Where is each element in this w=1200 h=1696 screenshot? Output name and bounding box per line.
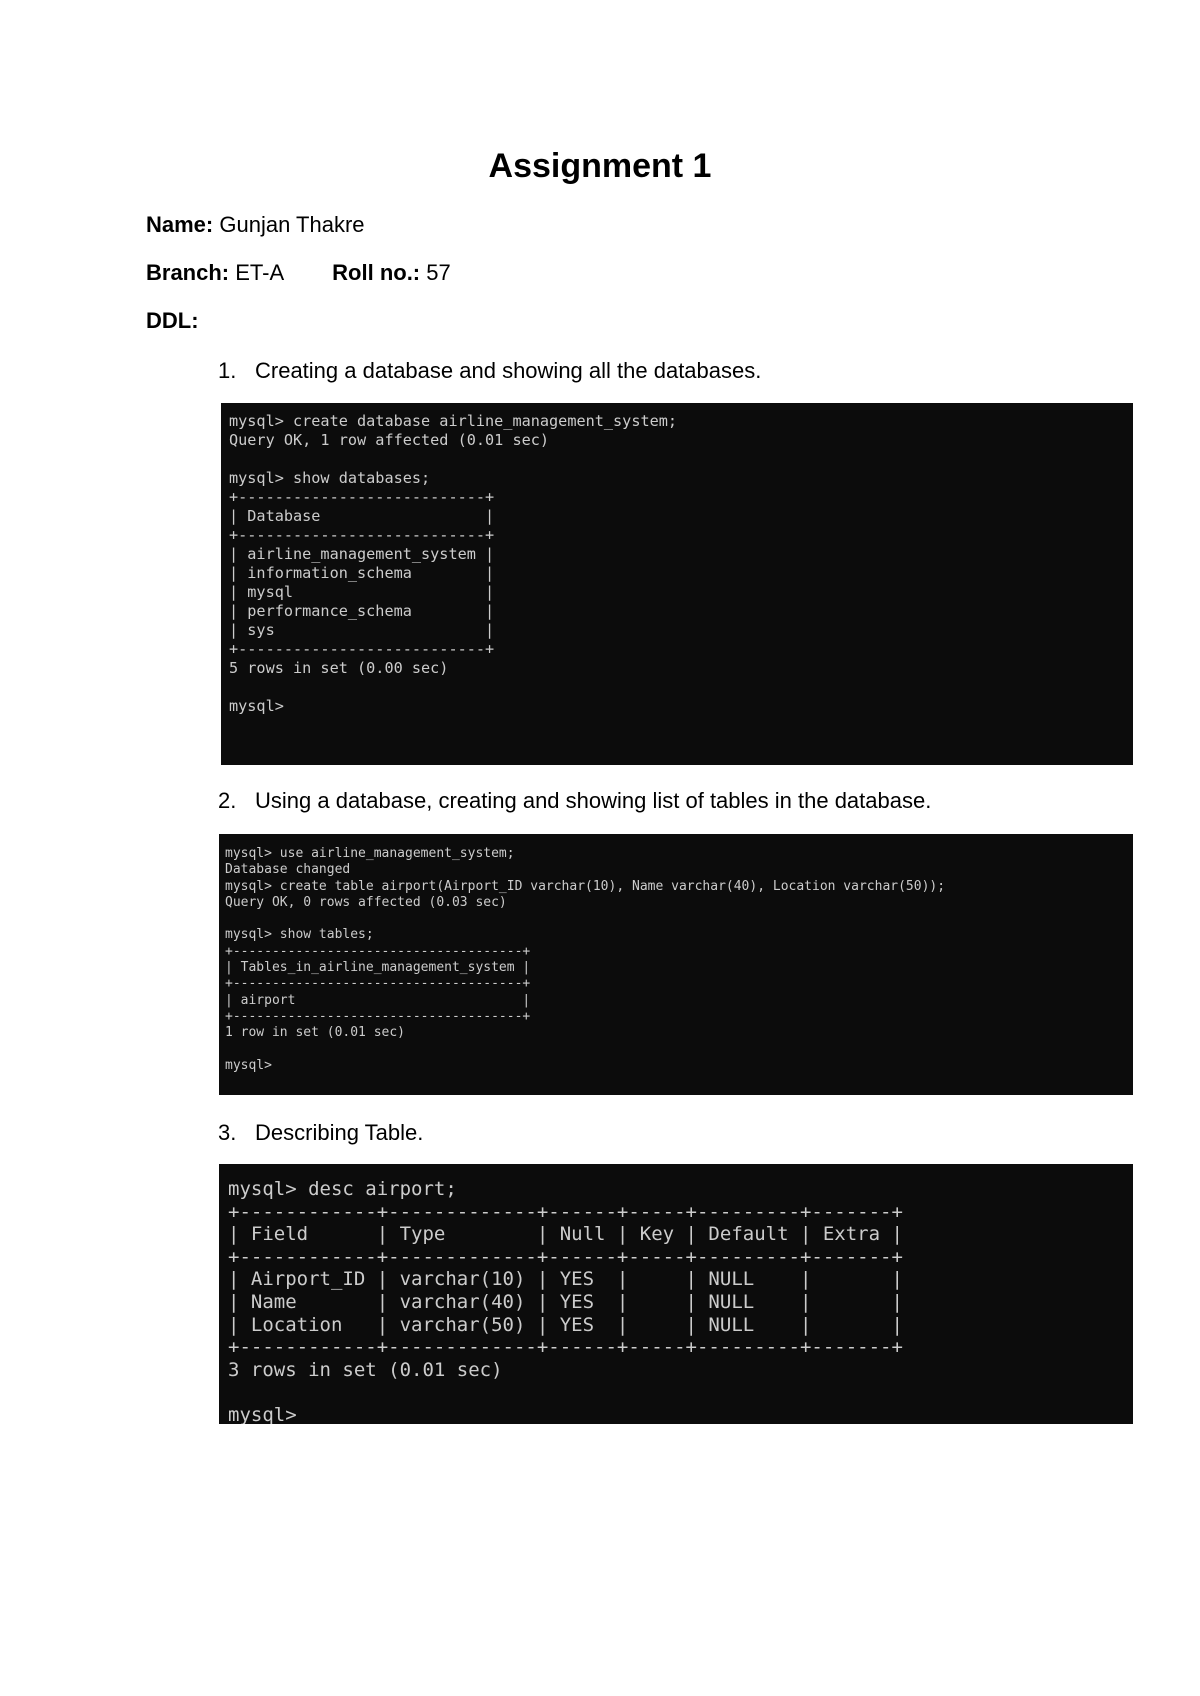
terminal-line [228, 1381, 1133, 1404]
list-item-number: 1. [218, 358, 237, 383]
terminal-line: | Name | varchar(40) | YES | | NULL | | [228, 1290, 903, 1313]
terminal-line: +------------+-------------+------+-----+---------+-------+ [228, 1200, 903, 1223]
name-value: Gunjan Thakre [219, 212, 365, 237]
terminal-line: +-------------------------------------+ [225, 976, 531, 992]
terminal-line: +------------+-------------+------+-----+---------+-------+ [228, 1245, 903, 1268]
name-line [146, 210, 365, 240]
terminal-line: mysql> create table airport(Airport_ID varchar(10), Name varchar(40), Location varchar(50)); [225, 878, 946, 894]
terminal-line: | Airport_ID | varchar(10) | YES | | NULL | | [228, 1268, 903, 1291]
terminal-line [225, 1042, 1133, 1058]
terminal-line: mysql> [225, 1057, 272, 1073]
terminal-line: | Tables_in_airline_management_system | [225, 960, 531, 976]
terminal-line [229, 450, 1133, 469]
list-item-1 [218, 356, 761, 386]
name-label: Name: [146, 212, 214, 237]
terminal-line: +---------------------------+ [229, 526, 495, 544]
terminal-line: +---------------------------+ [229, 640, 495, 658]
terminal-line: Query OK, 0 rows affected (0.03 sec) [225, 894, 507, 910]
list-item-3 [218, 1118, 423, 1148]
terminal-line: +------------+-------------+------+-----+---------+-------+ [228, 1336, 903, 1359]
terminal-line: | airport | [225, 992, 531, 1008]
terminal-line: +-------------------------------------+ [225, 1008, 531, 1024]
terminal-line [225, 911, 1133, 927]
terminal-line: | Database | [229, 507, 495, 525]
terminal-line: | mysql | [229, 583, 495, 601]
terminal-line: Database changed [225, 862, 351, 878]
list-item-2 [218, 786, 931, 816]
terminal-line: | information_schema | [229, 564, 495, 582]
terminal-line: mysql> [228, 1403, 297, 1424]
branch-line [146, 258, 451, 288]
list-item-number: 2. [218, 788, 237, 813]
terminal-line: | sys | [229, 621, 495, 639]
terminal-line: | Field | Type | Null | Key | Default | Extra | [228, 1223, 903, 1246]
terminal-line: | Location | varchar(50) | YES | | NULL | | [228, 1313, 903, 1336]
terminal-screenshot-2 [219, 834, 1133, 1095]
terminal-line: +-------------------------------------+ [225, 943, 531, 959]
section-label-text: DDL: [146, 308, 199, 333]
list-item-text: Creating a database and showing all the databases. [255, 358, 762, 383]
terminal-line: mysql> use airline_management_system; [225, 846, 515, 861]
terminal-line: mysql> [229, 697, 284, 715]
list-item-text: Describing Table. [255, 1120, 424, 1145]
terminal-line: 5 rows in set (0.00 sec) [229, 659, 449, 677]
list-item-number: 3. [218, 1120, 237, 1145]
terminal-line: +---------------------------+ [229, 488, 495, 506]
terminal-line: mysql> show databases; [229, 469, 431, 487]
terminal-line: 3 rows in set (0.01 sec) [228, 1358, 503, 1381]
terminal-line: | performance_schema | [229, 602, 495, 620]
terminal-line: Query OK, 1 row affected (0.01 sec) [229, 431, 550, 449]
terminal-screenshot-1 [221, 403, 1133, 765]
branch-label: Branch: [146, 260, 230, 285]
terminal-line: | airline_management_system | [229, 545, 495, 563]
terminal-line: mysql> create database airline_management_system; [229, 412, 678, 430]
list-item-text: Using a database, creating and showing list of tables in the database. [255, 788, 932, 813]
roll-label: Roll no.: [332, 260, 421, 285]
roll-value: 57 [426, 260, 451, 285]
section-label [146, 306, 199, 336]
terminal-line [229, 678, 1133, 697]
terminal-line: mysql> show tables; [225, 927, 374, 943]
document-title: Assignment 1 [488, 147, 712, 185]
terminal-line: 1 row in set (0.01 sec) [225, 1025, 406, 1041]
branch-value: ET-A [235, 260, 285, 285]
terminal-line: mysql> desc airport; [228, 1178, 457, 1200]
terminal-screenshot-3 [219, 1164, 1133, 1424]
